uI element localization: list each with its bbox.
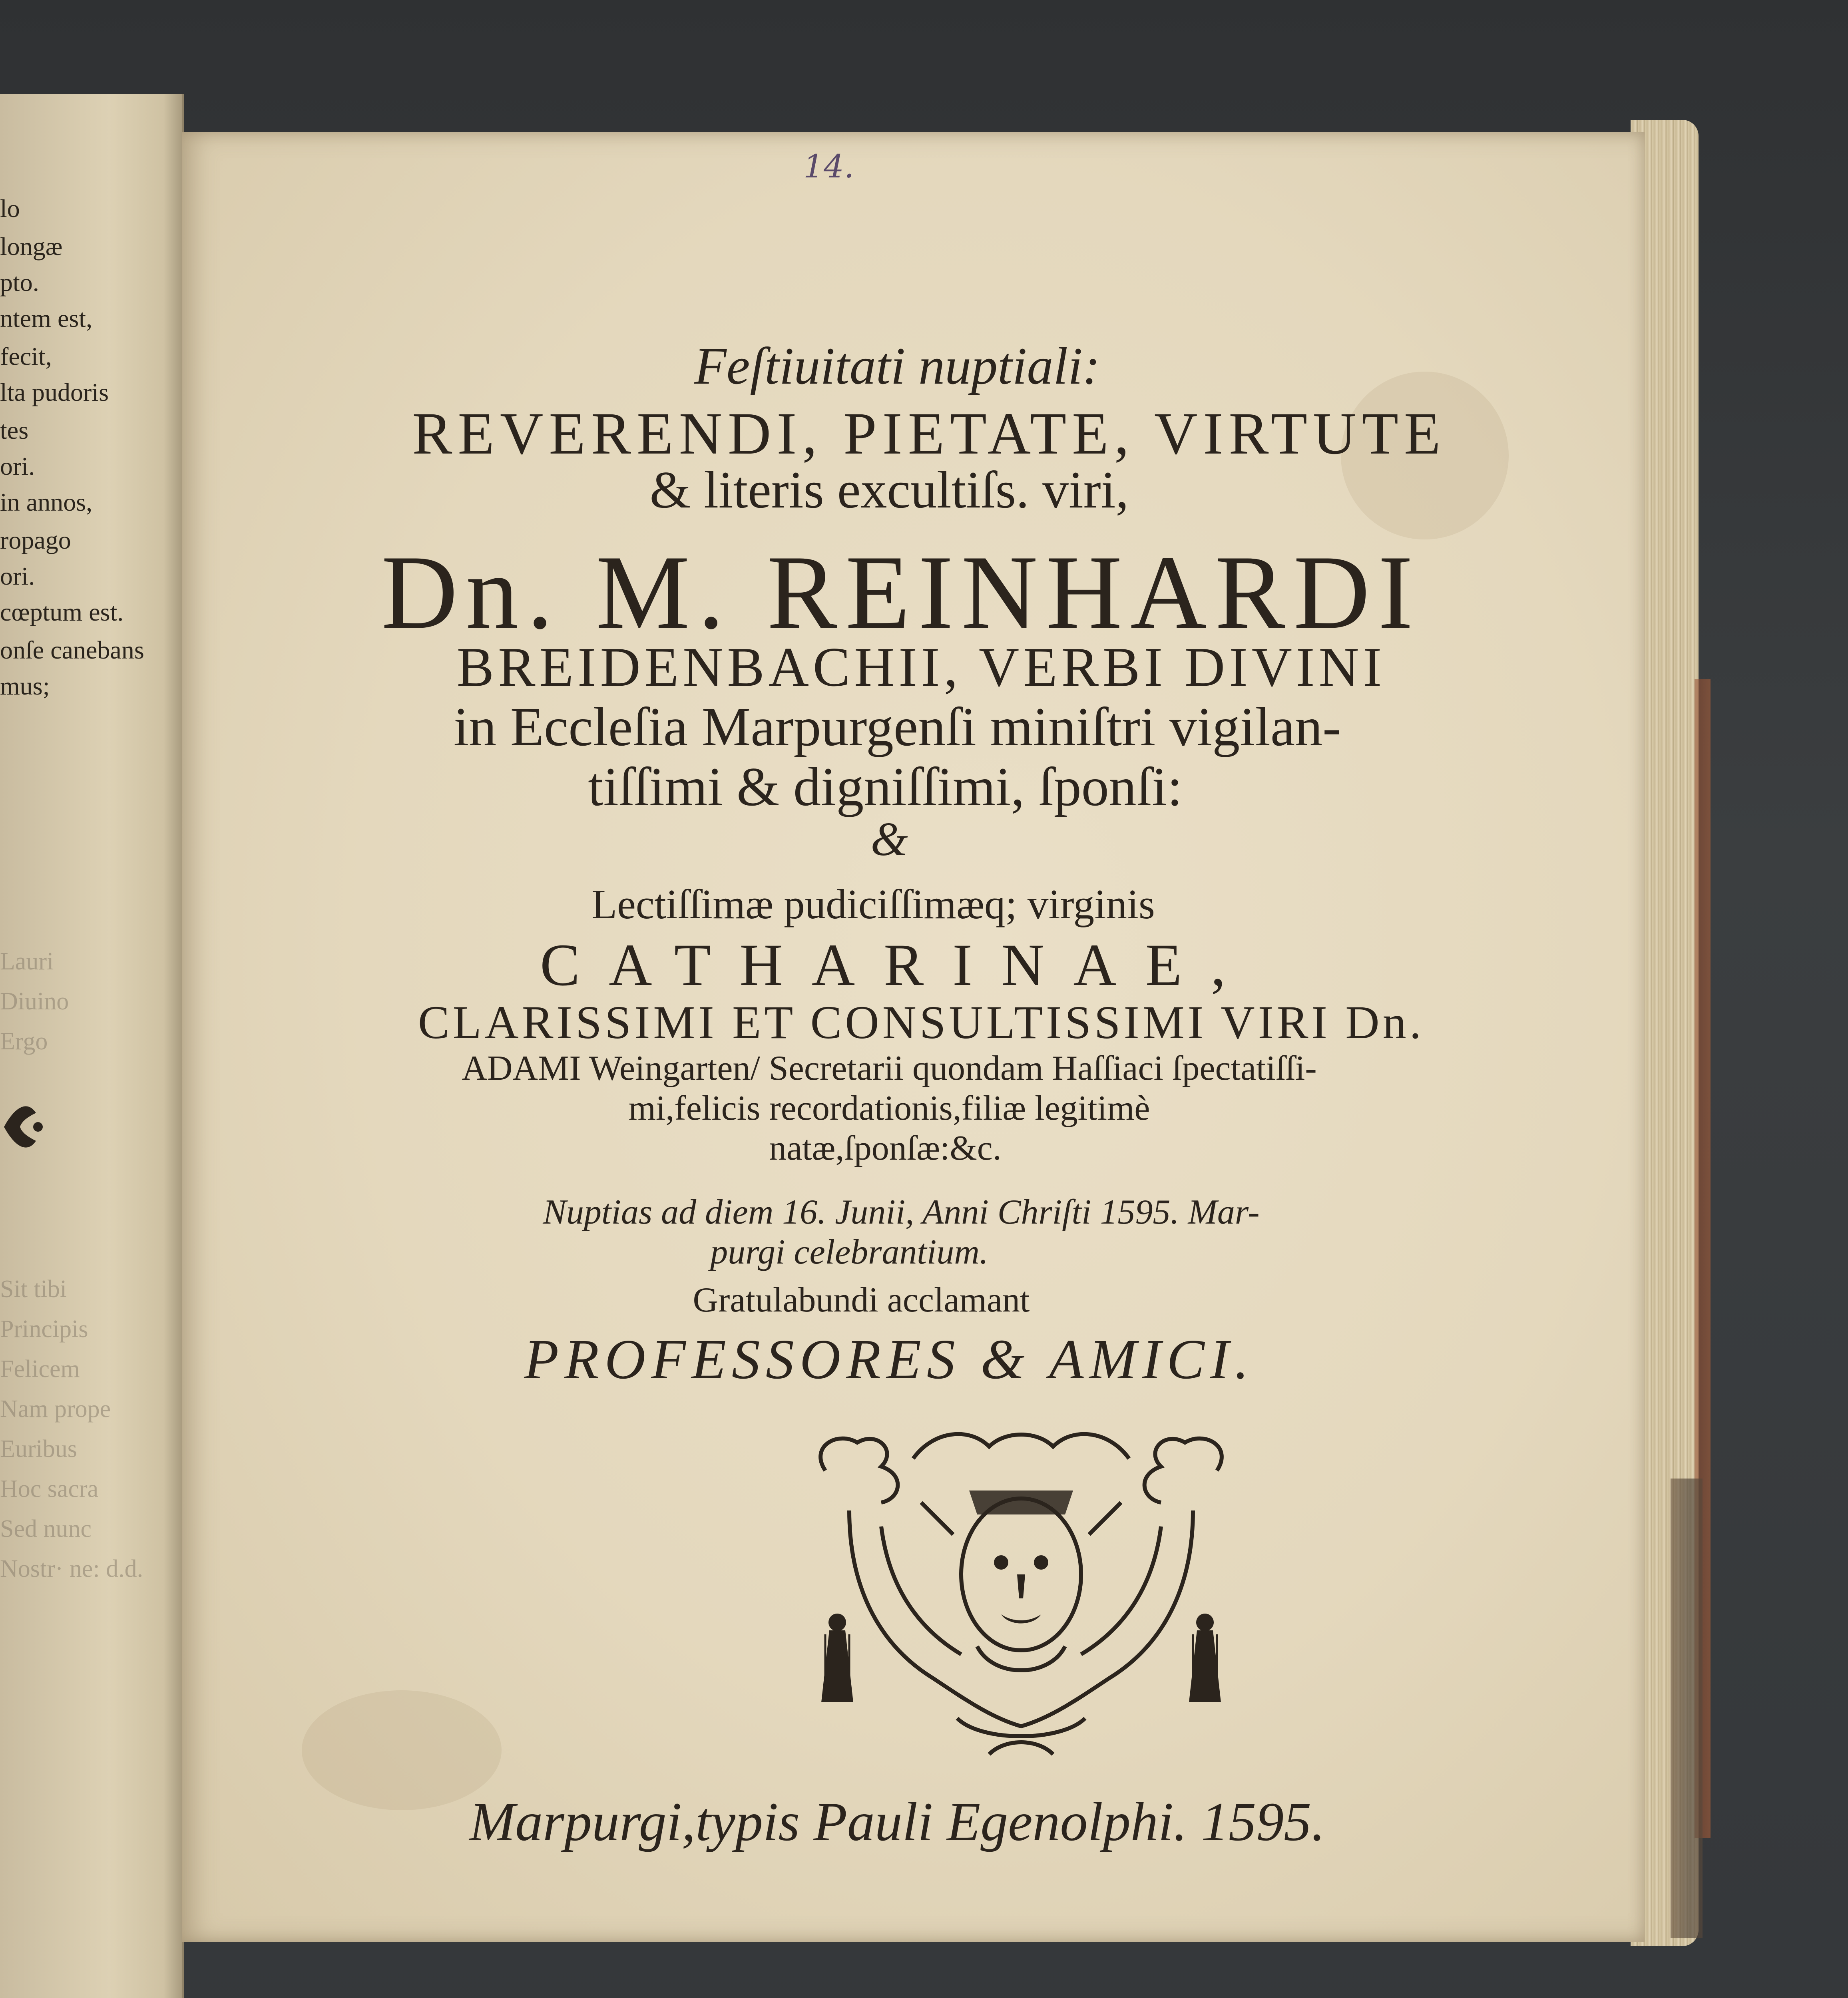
left-page-line: cœptum est. <box>0 598 124 626</box>
left-page-line: onſe canebans <box>0 636 144 664</box>
left-page-faded-line: Sed nunc <box>0 1515 92 1542</box>
left-page-faded-line: Nostr· ne: d.d. <box>0 1555 143 1582</box>
left-page-line: ori. <box>0 562 35 590</box>
left-page-faded-line: Principis <box>0 1315 88 1343</box>
title-line-catharinae: CATHARINAE, <box>540 932 1255 998</box>
left-page-faded-line: Sit tibi <box>0 1276 67 1303</box>
left-page-faded-line: Diuino <box>0 988 69 1015</box>
imprint-line: Marpurgi,typis Pauli Egenolphi. 1595. <box>469 1791 1325 1852</box>
left-page-faded-line: Ergo <box>0 1028 48 1055</box>
occasion-line-professores: PROFESSORES & AMICI. <box>524 1327 1255 1391</box>
left-page-line: longæ <box>0 232 63 261</box>
left-page-line: lta pudoris <box>0 378 109 406</box>
left-page-faded-line: Euribus <box>0 1435 77 1463</box>
left-page-line: lo <box>0 194 20 223</box>
left-page-line: ori. <box>0 452 35 480</box>
title-line-adami: ADAMI Weingarten/ Secretarii quondam Haſſiaci ſpectatiſſi- <box>462 1049 1317 1088</box>
title-line-reverendi: REVERENDI, PIETATE, VIRTUTE <box>412 400 1446 467</box>
left-page-line: in annos, <box>0 488 93 516</box>
title-line-name: Dn. M. REINHARDI <box>381 534 1421 651</box>
left-page-faded-line: Lauri <box>0 948 54 975</box>
left-page-faded-line: Hoc sacra <box>0 1475 99 1502</box>
binding-strip <box>1671 1479 1703 1938</box>
title-line-lectissimae: Lectiſſimæ pudiciſſimæq; virginis <box>591 881 1155 927</box>
title-line-ecclesia: in Eccleſia Marpurgenſi miniſtri vigilan- <box>453 696 1341 757</box>
title-ampersand: & <box>870 812 908 866</box>
left-page-line: pto. <box>0 268 39 297</box>
left-page-faded-line: Felicem <box>0 1355 80 1383</box>
left-page-line: fecit, <box>0 342 52 370</box>
title-line-literis: & literis excultiſs. viri, <box>649 460 1129 519</box>
occasion-line-nuptias: Nuptias ad diem 16. Junii, Anni Chriſti 1595. Mar- <box>543 1193 1260 1232</box>
left-page-line: ntem est, <box>0 304 93 332</box>
left-page-faded-line: Nam prope <box>0 1395 111 1423</box>
woodcut-printers-device-icon <box>801 1423 1241 1766</box>
title-line-natae: natæ,ſponſæ:&c. <box>769 1129 1002 1168</box>
title-line-festivitati: Feſtiuitati nuptiali: <box>694 336 1100 395</box>
title-line-tissimi: tiſſimi & digniſſimi, ſponſi: <box>588 756 1183 817</box>
folio-number: 14. <box>803 148 854 185</box>
occasion-line-gratulabundi: Gratulabundi acclamant <box>693 1281 1030 1319</box>
title-line-breidenbachii: BREIDENBACHII, VERBI DIVINI <box>456 636 1386 698</box>
left-page-line: ropago <box>0 526 71 554</box>
occasion-line-purgi: purgi celebrantium. <box>710 1233 988 1272</box>
fleuron-ornament-icon <box>0 1089 44 1165</box>
left-page-line: tes <box>0 416 29 444</box>
title-line-felicis: mi,felicis recordationis,filiæ legitimè <box>628 1089 1150 1128</box>
title-page <box>182 132 1645 1942</box>
left-facing-page <box>0 94 184 1998</box>
left-page-line: mus; <box>0 672 50 700</box>
title-line-clarissimi: CLARISSIMI ET CONSULTISSIMI VIRI Dn. <box>418 996 1425 1049</box>
